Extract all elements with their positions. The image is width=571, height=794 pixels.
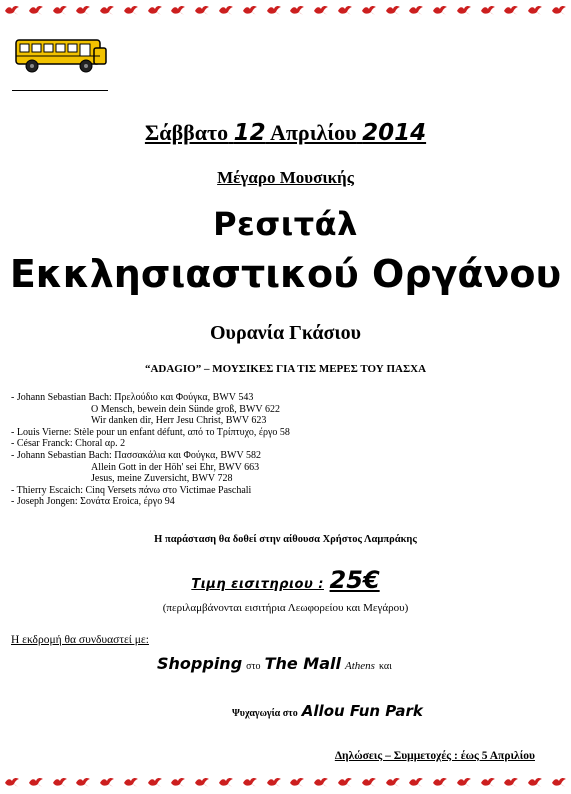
- red-bird-icon: [170, 776, 186, 788]
- shopping-word: Shopping: [157, 654, 243, 673]
- red-bird-icon: [456, 776, 472, 788]
- red-bird-icon: [218, 4, 234, 16]
- red-bird-icon: [28, 4, 44, 16]
- red-bird-icon: [361, 776, 377, 788]
- red-bird-icon: [432, 4, 448, 16]
- bus-underline: [12, 90, 108, 91]
- red-bird-icon: [123, 4, 139, 16]
- red-bird-icon: [218, 776, 234, 788]
- title-line2: Εκκλησιαστικού Οργάνου: [9, 252, 562, 296]
- red-bird-icon: [194, 776, 210, 788]
- red-bird-icon: [361, 4, 377, 16]
- mall-city: Athens: [344, 660, 375, 672]
- program-item: O Mensch, bewein dein Sünde groß, BWV 622: [91, 403, 280, 415]
- red-bird-icon: [385, 4, 401, 16]
- program-item: - Johann Sebastian Bach: Πασσακάλια και Φούγκα, BWV 582: [11, 449, 262, 461]
- program-item: - Thierry Escaich: Cinq Versets πάνω στο Victimae Paschali: [11, 484, 252, 496]
- red-bird-icon: [480, 4, 496, 16]
- red-bird-icon: [289, 776, 305, 788]
- school-bus-icon: [14, 36, 108, 76]
- red-bird-icon: [123, 776, 139, 788]
- red-bird-icon: [408, 776, 424, 788]
- red-bird-icon: [385, 776, 401, 788]
- red-bird-icon: [242, 4, 258, 16]
- red-bird-icon: [170, 4, 186, 16]
- program-subtitle: “ADAGIO” – ΜΟΥΣΙΚΕΣ ΓΙΑ ΤΙΣ ΜΕΡΕΣ ΤΟΥ ΠΑΣΧΑ: [144, 363, 427, 375]
- red-bird-icon: [4, 4, 20, 16]
- red-bird-icon: [147, 776, 163, 788]
- red-bird-icon: [52, 776, 68, 788]
- red-bird-icon: [337, 4, 353, 16]
- mall-name: The Mall: [264, 654, 341, 673]
- date-year: 2014: [362, 120, 427, 146]
- shopping-kai: και: [378, 661, 392, 672]
- red-bird-icon: [194, 4, 210, 16]
- red-bird-icon: [313, 776, 329, 788]
- price-label: Τιμη εισιτηριου :: [191, 577, 324, 592]
- red-bird-icon: [337, 776, 353, 788]
- program-item: Wir danken dir, Herr Jesu Christ, BWV 623: [91, 415, 267, 427]
- red-bird-icon: [242, 776, 258, 788]
- artist-name: Ουρανία Γκάσιου: [210, 322, 361, 344]
- program-item: - Louis Vierne: Stèle pour un enfant défunt, από το Τρίπτυχο, έργο 58: [11, 426, 290, 438]
- red-bird-icon: [4, 776, 20, 788]
- red-bird-icon: [408, 4, 424, 16]
- title-line1: Ρεσιτάλ: [213, 205, 358, 243]
- red-bird-icon: [99, 4, 115, 16]
- red-bird-icon: [266, 4, 282, 16]
- shopping-line: [157, 654, 392, 674]
- program-item: Allein Gott in der Höh' sei Ehr, BWV 663: [91, 461, 260, 473]
- park-name: Allou Fun Park: [301, 702, 423, 720]
- date-day: Σάββατο: [144, 120, 229, 145]
- red-bird-icon: [432, 776, 448, 788]
- red-bird-icon: [75, 4, 91, 16]
- red-bird-icon: [99, 776, 115, 788]
- venue: Μέγαρο Μουσικής: [217, 168, 354, 187]
- red-bird-icon: [527, 4, 543, 16]
- red-bird-icon: [456, 4, 472, 16]
- red-bird-icon: [289, 4, 305, 16]
- top-bird-border: [0, 4, 571, 20]
- red-bird-icon: [75, 776, 91, 788]
- red-bird-icon: [551, 776, 567, 788]
- red-bird-icon: [313, 4, 329, 16]
- included-note: (περιλαμβάνονται εισιτήρια Λεωφορείου και Μεγάρου): [162, 602, 409, 614]
- red-bird-icon: [551, 4, 567, 16]
- red-bird-icon: [503, 4, 519, 16]
- venue-notice: Η παράσταση θα δοθεί στην αίθουσα Χρήστος Λαμπράκης: [154, 534, 417, 545]
- date-number: 12: [233, 120, 266, 146]
- bottom-bird-border: [0, 776, 571, 792]
- red-bird-icon: [147, 4, 163, 16]
- price-value: 25€: [329, 566, 380, 594]
- ticket-price: [0, 566, 571, 594]
- date-month: Απριλίου: [269, 120, 357, 145]
- red-bird-icon: [527, 776, 543, 788]
- program-list: [11, 392, 290, 508]
- red-bird-icon: [503, 776, 519, 788]
- program-item: - César Franck: Choral αρ. 2: [11, 438, 126, 450]
- shopping-sto: στο: [246, 661, 261, 672]
- red-bird-icon: [480, 776, 496, 788]
- red-bird-icon: [266, 776, 282, 788]
- registration-deadline: Δηλώσεις – Συμμετοχές : έως 5 Απριλίου: [334, 750, 535, 762]
- event-date: [0, 120, 571, 146]
- program-item: - Joseph Jongen: Σονάτα Eroica, έργο 94: [11, 496, 175, 508]
- program-item: - Johann Sebastian Bach: Πρελούδιο και Φούγκα, BWV 543: [11, 392, 254, 403]
- entertainment-prefix: Ψυχαγωγία στο: [232, 708, 298, 719]
- red-bird-icon: [52, 4, 68, 16]
- red-bird-icon: [28, 776, 44, 788]
- combo-label: Η εκδρομή θα συνδυαστεί με:: [11, 634, 149, 646]
- entertainment-line: [232, 702, 423, 721]
- program-item: Jesus, meine Zuversicht, BWV 728: [91, 473, 233, 485]
